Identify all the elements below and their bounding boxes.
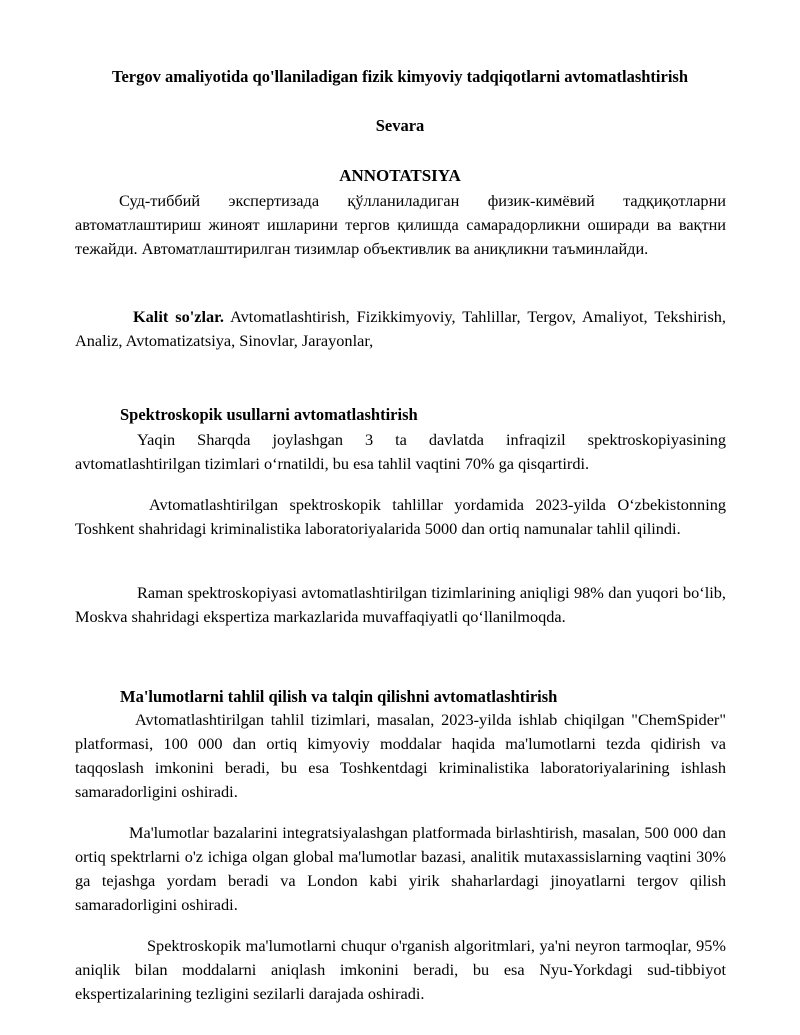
paragraph: Ma'lumotlar bazalarini integratsiyalashgan platformada birlashtirish, masalan, 500 000 dan ortiq spektrlarni o'z ichiga olgan global ma'lumotlar bazasi, analitik mutaxassislarning vaqtini 30% ga tejashga yordam beradi va London kabi yirik shaharlardagi jinoyatlarni tergov qilish samaradorligini oshiradi. [75,823,726,914]
section-heading-data-analysis: Ma'lumotlarni tahlil qilish va talqin qilishni avtomatlashtirish [120,687,558,706]
annotation-heading: ANNOTATSIYA [339,166,461,185]
paragraph: Avtomatlashtirilgan spektroskopik tahlillar yordamida 2023-yilda Oʻzbekistonning Toshkent shahridagi kriminalistika laboratoriyalarida 5000 dan ortiq namunalar tahlil qilindi. [75,495,726,538]
paragraph: Avtomatlashtirilgan tahlil tizimlari, masalan, 2023-yilda ishlab chiqilgan "ChemSpider" platformasi, 100 000 dan ortiq kimyoviy moddalar haqida ma'lumotlarni tezda qidirish va taqqoslash imkonini beradi, bu esa Toshkentdagi kriminalistika laboratoriyalarining ishlash samaradorligini oshiradi. [75,710,726,801]
paragraph: Yaqin Sharqda joylashgan 3 ta davlatda infraqizil spektroskopiyasining avtomatlashtirilgan tizimlari oʻrnatildi, bu esa tahlil vaqtini 70% ga qisqartirdi. [75,430,726,473]
annotation-text: Суд-тиббий экспертизада қўлланиладиган физик-кимёвий тадқиқотларни автоматлаштириш жиноят ишларини тергов қилишда самарадорликни оширади ва вақтни тежайди. Автоматлаштирилган тизимлар объективлик ва аниқликни таъминлайди. [75,191,726,258]
section-heading-spectroscopy: Spektroskopik usullarni avtomatlashtirish [120,405,418,424]
keywords-text: Avtomatlashtirish, Fizikkimyoviy, Tahlillar, Tergov, Amaliyot, Tekshirish, Analiz, Avtomatizatsiya, Sinovlar, Jarayonlar, [75,307,726,350]
keywords-paragraph [75,305,726,353]
author-name: Sevara [375,116,425,135]
paragraph: Raman spektroskopiyasi avtomatlashtirilgan tizimlarining aniqligi 98% dan yuqori boʻlib, Moskva shahridagi ekspertiza markazlarida muvaffaqiyatli qoʻllanilmoqda. [75,583,726,626]
paragraph: Spektroskopik ma'lumotlarni chuqur o'rganish algoritmlari, ya'ni neyron tarmoqlar, 95% aniqlik bilan moddalarni aniqlash imkonini beradi, bu esa Nyu-Yorkdagi sud-tibbiyot ekspertizalarining tezligini sezilarli darajada oshiradi. [75,936,726,1003]
document-title: Tergov amaliyotida qo'llaniladigan fizik kimyoviy tadqiqotlarni avtomatlashtirish [111,67,689,86]
keywords-label: Kalit so'zlar. [133,307,224,326]
